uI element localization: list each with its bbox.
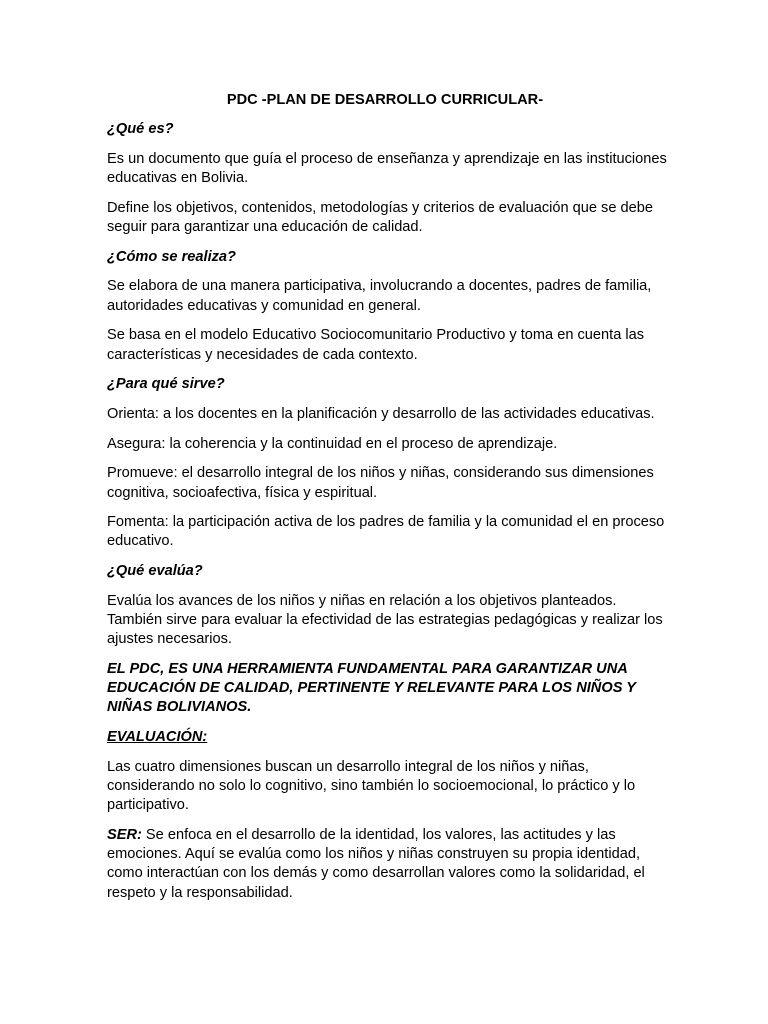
paragraph: Se elabora de una manera participativa, involucrando a docentes, padres de familia, autoridades educativas y comunidad en general. — [107, 278, 652, 314]
paragraph: Evalúa los avances de los niños y niñas en relación a los objetivos planteados. También sirve para evaluar la efectividad de las estrategias pedagógicas y realizar los ajustes necesarios. — [107, 592, 663, 648]
heading-que-evalua: ¿Qué evalúa? — [107, 563, 203, 580]
ser-label: SER: — [107, 826, 142, 843]
paragraph: Promueve: el desarrollo integral de los niños y niñas, considerando sus dimensiones cognitiva, socioafectiva, física y espiritual. — [107, 465, 654, 501]
paragraph: Asegura: la coherencia y la continuidad en el proceso de aprendizaje. — [107, 435, 558, 452]
paragraph: Define los objetivos, contenidos, metodologías y criterios de evaluación que se debe seguir para garantizar una educación de calidad. — [107, 199, 653, 236]
paragraph: Se basa en el modelo Educativo Sociocomunitario Productivo y toma en cuenta las características y necesidades de cada contexto. — [107, 327, 645, 363]
evaluacion-intro: Las cuatro dimensiones buscan un desarrollo integral de los niños y niñas, considerando no solo lo cognitivo, sino también lo socioemocional, lo práctico y lo participativo. — [107, 758, 636, 814]
heading-evaluacion: EVALUACIÓN: — [107, 729, 208, 746]
heading-para-que-sirve: ¿Para qué sirve? — [107, 376, 225, 393]
document-page — [107, 91, 667, 913]
key-statement: EL PDC, ES UNA HERRAMIENTA FUNDAMENTAL PARA GARANTIZAR UNA EDUCACIÓN DE CALIDAD, PERTINENTE Y RELEVANTE PARA LOS NIÑOS Y NIÑAS BOLIVIANOS. — [107, 660, 636, 716]
heading-que-es: ¿Qué es? — [107, 121, 174, 138]
paragraph: Es un documento que guía el proceso de enseñanza y aprendizaje en las instituciones educativas en Bolivia. — [107, 150, 667, 187]
paragraph: Orienta: a los docentes en la planificación y desarrollo de las actividades educativas. — [107, 405, 655, 422]
ser-text: Se enfoca en el desarrollo de la identidad, los valores, las actitudes y las emociones. Aquí se evalúa como los niños y niñas construyen su propia identidad, como interactúan con los demás y como desarrollan valores como la solidaridad, el respeto y la responsabilidad. — [107, 826, 645, 901]
document-title: PDC -PLAN DE DESARROLLO CURRICULAR- — [226, 92, 544, 108]
heading-como-se-realiza: ¿Cómo se realiza? — [107, 248, 236, 265]
paragraph: Fomenta: la participación activa de los padres de familia y la comunidad el en proceso educativo. — [107, 514, 665, 550]
ser-paragraph — [107, 826, 667, 903]
